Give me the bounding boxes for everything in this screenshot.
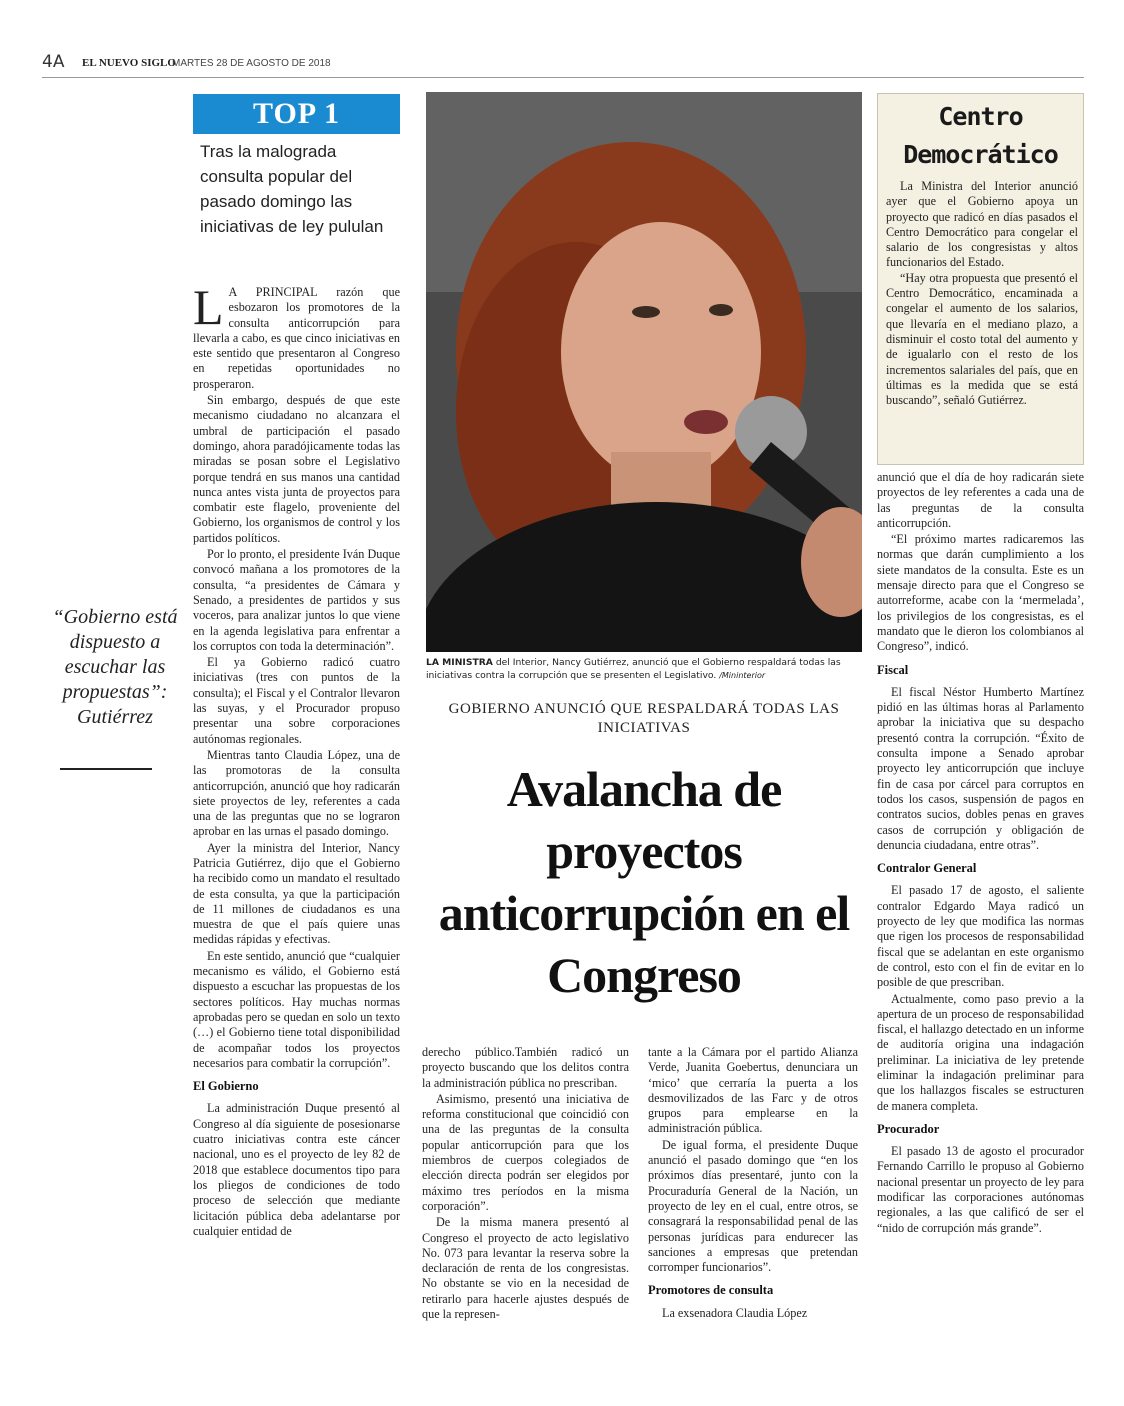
lead-paragraph: L A PRINCIPAL razón que esbozaron los promotores de la consulta anticorrupción para llevarla a cabo, es que cinco iniciativas en este sentido que presentaron al Congreso en repetidas oportunidades no prosperaron. [193,279,400,391]
paragraph: Por lo pronto, el presidente Iván Duque convocó mañana a los promotores de la consulta, “a presidentes de Cámara y Senado, a presidentes de partidos y sus voceros, para analizar juntos lo que viene en la agenda legislativa para enfrentar a los corruptos con toda la determinación”. [193,547,400,653]
section-heading-contralor: Contralor General [877,861,977,876]
paragraph: Asimismo, presentó una iniciativa de reforma constitucional que coincidió con una de las preguntas de la consulta popular anticorrupción para que los miembros de cuerpos colegiados de elección directa podrán ser elegidos por máximo tres períodos en la misma corporación”. [422,1091,629,1213]
column-2 [422,1045,629,1323]
article-headline: Avalancha de proyectos anticorrupción en el Congreso [438,761,850,1003]
paragraph: El pasado 13 de agosto el procurador Fernando Carrillo le propuso al Gobierno nacional presentar un proyecto de ley para modificar las corporaciones autónomas regionales, a las que calificó de ser el “nido de corrupción más grande”. [877,1144,1084,1235]
top-banner: TOP 1 [193,94,400,134]
sidebox-text [886,179,1078,408]
column-3 [648,1045,858,1322]
photo-credit: /Mininterior [719,671,766,680]
column-1 [193,279,400,1240]
drop-cap: L [193,279,224,335]
paragraph: “El próximo martes radicaremos las normas que darán cumplimiento a los siete mandatos de la consulta. Este es un mensaje directo para que el Congreso se autorreforme, acabe con la ‘mermelada’, los privilegios de los congresistas, es el mandato que le dieron los colombianos al Congreso”, indicó. [877,532,1084,654]
section-heading-fiscal: Fiscal [877,662,909,677]
paragraph: derecho público.También radicó un proyecto buscando que los delitos contra la administración pública no prescriban. [422,1045,629,1090]
section-heading-procurador: Procurador [877,1121,940,1136]
paragraph: La Ministra del Interior anunció ayer que el Gobierno apoya un proyecto que radicó en días pasados el Centro Democrático para congelar el salario de los congresistas y altos funcionarios del Estado. [886,179,1078,270]
page-header [42,52,1084,78]
paragraph: El pasado 17 de agosto, el saliente contralor Edgardo Maya radicó un proyecto de ley que modifica las normas que rigen los procesos de responsabilidad fiscal que se adelantan en este organismo de control, esto con el fin de evitar en lo posible de que prescriban. [877,883,1084,990]
article-kicker: GOBIERNO ANUNCIÓ QUE RESPALDARÁ TODAS LAS INICIATIVAS [448,701,840,736]
sidebox-centro-democratico [877,93,1084,465]
paragraph: anunció que el día de hoy radicarán siete proyectos de ley referentes a cada una de las preguntas de la consulta anticorrupción. [877,470,1084,530]
paragraph: En este sentido, anunció que “cualquier mecanismo es válido, el Gobierno está dispuesto a escuchar las propuestas de los sectores políticos. Hay muchas normas aprobadas pero se quedan en solo un texto (…) el Gobierno tiene total disponibilidad de acompañar todos los proyectos necesarios para combatir la corrupción”. [193,948,400,1070]
paragraph: Ayer la ministra del Interior, Nancy Patricia Gutiérrez, dijo que el Gobierno ha recibido como un mandato el resultado de esta consulta, ya que la participación de 11 millones de ciudadanos es una muestra de que el país quiere unas medidas rápidas y efectivas. [193,840,400,947]
paragraph: La exsenadora Claudia López [662,1305,808,1320]
photo-illustration [426,92,862,652]
pull-quote: “Gobierno está dispuesto a escuchar las propuestas”: Gutiérrez [52,606,178,728]
quote-divider [60,768,152,770]
paragraph: De la misma manera presentó al Congreso el proyecto de acto legislativo No. 073 para levantar la reserva sobre la declaración de renta de los congresistas. No obstante se vio en la necesidad de retirarlo para hacerle ajustes después de que la represen- [422,1215,629,1322]
newspaper-name: EL NUEVO SIGLO [82,57,176,69]
sidebox-title: Centro Democrático [903,102,1058,169]
paragraph: De igual forma, el presidente Duque anunció el pasado domingo que “en los próximos días presentaré, junto con la Procuraduría General de la Nación, un proyecto de ley en el cual, entre otros, se consagrará la responsabilidad penal de las personas jurídicas para endurecer las sanciones a empresas que pretendan corromper funcionarios”. [648,1137,858,1275]
minister-photo [426,92,862,652]
paragraph: Actualmente, como paso previo a la apertura de un proceso de responsabilidad fiscal, el hallazgo detectado en un informe de auditoría origina una indagación preliminar. La iniciativa de ley pretende eliminar la indagación preliminar para que los hallazgos fiscales se estructuren de manera completa. [877,991,1084,1113]
photo-caption: LA MINISTRA del Interior, Nancy Gutiérrez, anunció que el Gobierno respaldará todas las iniciativas contra la corrupción que se presenten el Legislativo. /Mininterior [426,657,841,681]
top-subtitle: Tras la malograda consulta popular del pasado domingo las iniciativas de ley pululan [200,142,384,236]
issue-date: MARTES 28 DE AGOSTO DE 2018 [172,58,331,69]
paragraph: “Hay otra propuesta que presentó el Centro Democrático, encaminada a congelar el aumento de los salarios, que llevaría en el mediano plazo, a disminuir el costo total del aumento y de igualarlo con el resto de los incrementos salariales del país, que en últimas es la medida que se está buscando”, señaló Gutiérrez. [886,270,1078,408]
section-heading-gobierno: El Gobierno [193,1079,259,1094]
paragraph: Mientras tanto Claudia López, una de las promotoras de la consulta anticorrupción, anunció que hoy radicarán siete proyectos de ley, referentes a cada una de las preguntas que no se lograron aprobar en las urnas el pasado domingo. [193,747,400,839]
paragraph: tante a la Cámara por el partido Alianza Verde, Juanita Goebertus, denunciara un ‘mico’ que cerraría la puerta a los desmovilizados de las Farc y de otros grupos para emplearse en la administración pública. [648,1045,858,1136]
page-number: 4A [42,52,65,72]
paragraph: La administración Duque presentó al Congreso al día siguiente de posesionarse cuatro iniciativas contra este cáncer nacional, uno es el proyecto de ley 82 de 2018 que establece documentos tipo para los pliegos de condiciones de todo proceso de selección que mediante licitación pública deba adelantarse por cualquier entidad de [193,1101,400,1238]
section-heading-promotores: Promotores de consulta [648,1283,774,1298]
paragraph: El fiscal Néstor Humberto Martínez pidió en las últimas horas al Parlamento aprobar la iniciativa que su despacho presentó contra la corrupción. “Éxito de consulta impone a Senado aprobar proyecto ley anticorrupción que incluye fin de casa por cárcel para corruptos en todos los casos, suspensión de pagos en contratos sucios, dobles penas en graves casos de corrupción y obligación de denuncia ciudadana, entre otras”. [877,684,1084,852]
paragraph: Sin embargo, después de que este mecanismo ciudadano no alcanzara el umbral de participación el pasado domingo, ahora paradójicamente todas las miradas se posan sobre el Legislativo porque tendrá en sus manos una cantidad nunca antes vista junta de proyectos para combatir este flagelo, proveniente del Gobierno, los organismos de control y los partidos políticos. [193,393,400,545]
paragraph: El ya Gobierno radicó cuatro iniciativas (tres con puntos de la consulta); el Fiscal y el Contralor llevaron las suyas, y el Procurador propuso presentar una sobre corporaciones autónomas regionales. [193,655,400,746]
column-4 [877,470,1084,1237]
